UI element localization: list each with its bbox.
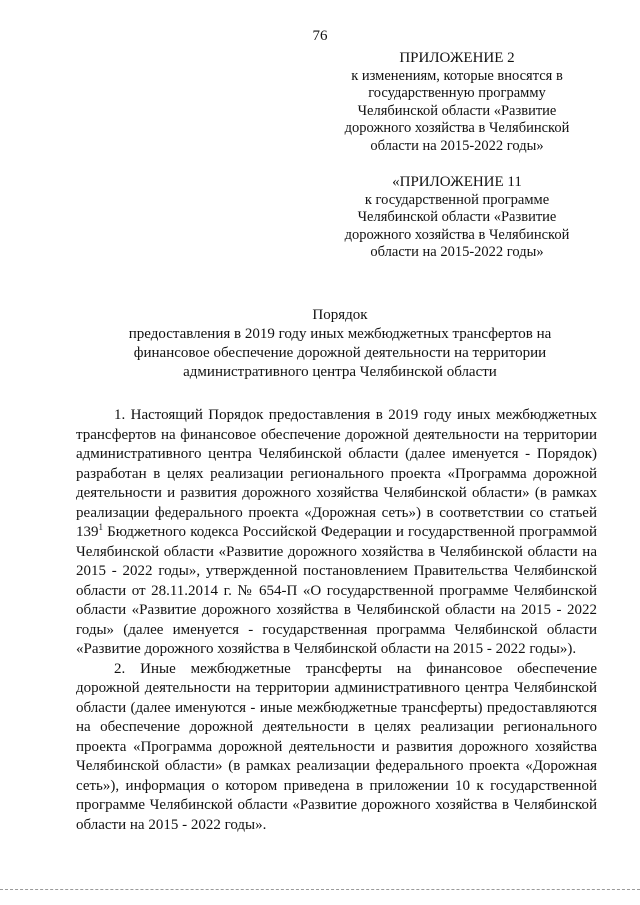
appendix-2-block [322, 50, 592, 156]
article-superscript: 1 [98, 522, 103, 532]
paragraph-1 [76, 406, 597, 660]
appendix-11-block [322, 174, 592, 262]
page-number: 76 [312, 28, 328, 44]
appendix-2-line: государственную программу [368, 85, 546, 102]
heading-line: административного центра Челябинской области [183, 364, 497, 380]
paragraph-1-text-end: Бюджетного кодекса Российской Федерации и государственной программой Челябинской области «Развитие дорожного хозяйства в Челябинской области на 2015 - 2022 годы», утвержденной постановлением Правительства Челябинской области от 28.11.2014 г. № 654-П «О государственной программе Челябинской области «Развитие дорожного хозяйства в Челябинской области на 2015 - 2022 годы» (далее именуется - государственная программа Челябинской области «Развитие дорожного хозяйства в Челябинской области на 2015 - 2022 годы»). [76, 524, 597, 657]
appendix-11-line: области на 2015-2022 годы» [370, 244, 544, 261]
appendix-2-line: области на 2015-2022 годы» [370, 137, 544, 154]
document-heading [60, 306, 620, 382]
page-bottom-divider [0, 889, 640, 890]
appendix-2-title: ПРИЛОЖЕНИЕ 2 [399, 50, 515, 66]
document-body [76, 406, 597, 835]
appendix-11-line: дорожного хозяйства в Челябинской [344, 226, 570, 243]
heading-line: финансовое обеспечение дорожной деятельности на территории [133, 345, 547, 361]
heading-line: предоставления в 2019 году иных межбюджетных трансфертов на [128, 326, 552, 342]
paragraph-2: 2. Иные межбюджетные трансферты на финансовое обеспечение дорожной деятельности на территории административного центра Челябинской области (далее именуются - иные межбюджетные трансферты) предоставляются на обеспечение дорожной деятельности в целях реализации регионального проекта «Программа дорожной деятельности и развития дорожного хозяйства Челябинской области» (в рамках реализации федерального проекта «Дорожная сеть»), информация о котором приведена в приложении 10 к государственной программе Челябинской области «Развитие дорожного хозяйства в Челябинской области на 2015 - 2022 годы». [76, 660, 597, 833]
heading-title: Порядок [312, 307, 368, 323]
appendix-11-line: к государственной программе [364, 191, 550, 208]
appendix-2-line: Челябинской области «Развитие [357, 102, 557, 119]
appendix-11-title: «ПРИЛОЖЕНИЕ 11 [392, 174, 522, 190]
paragraph-1-text-start: 1. Настоящий Порядок предоставления в 2019 году иных межбюджетных трансфертов на финансовое обеспечение дорожной деятельности на территории административного центра Челябинской области (далее именуется - Порядок) разработан в целях реализации регионального проекта «Программа дорожной деятельности и развития дорожного хозяйства Челябинской области» (в рамках реализации федерального проекта «Дорожная сеть») в соответствии со статьей 139 [76, 407, 597, 540]
appendix-2-line: к изменениям, которые вносятся в [351, 67, 563, 84]
appendix-2-line: дорожного хозяйства в Челябинской [344, 120, 570, 137]
appendix-11-line: Челябинской области «Развитие [357, 209, 557, 226]
